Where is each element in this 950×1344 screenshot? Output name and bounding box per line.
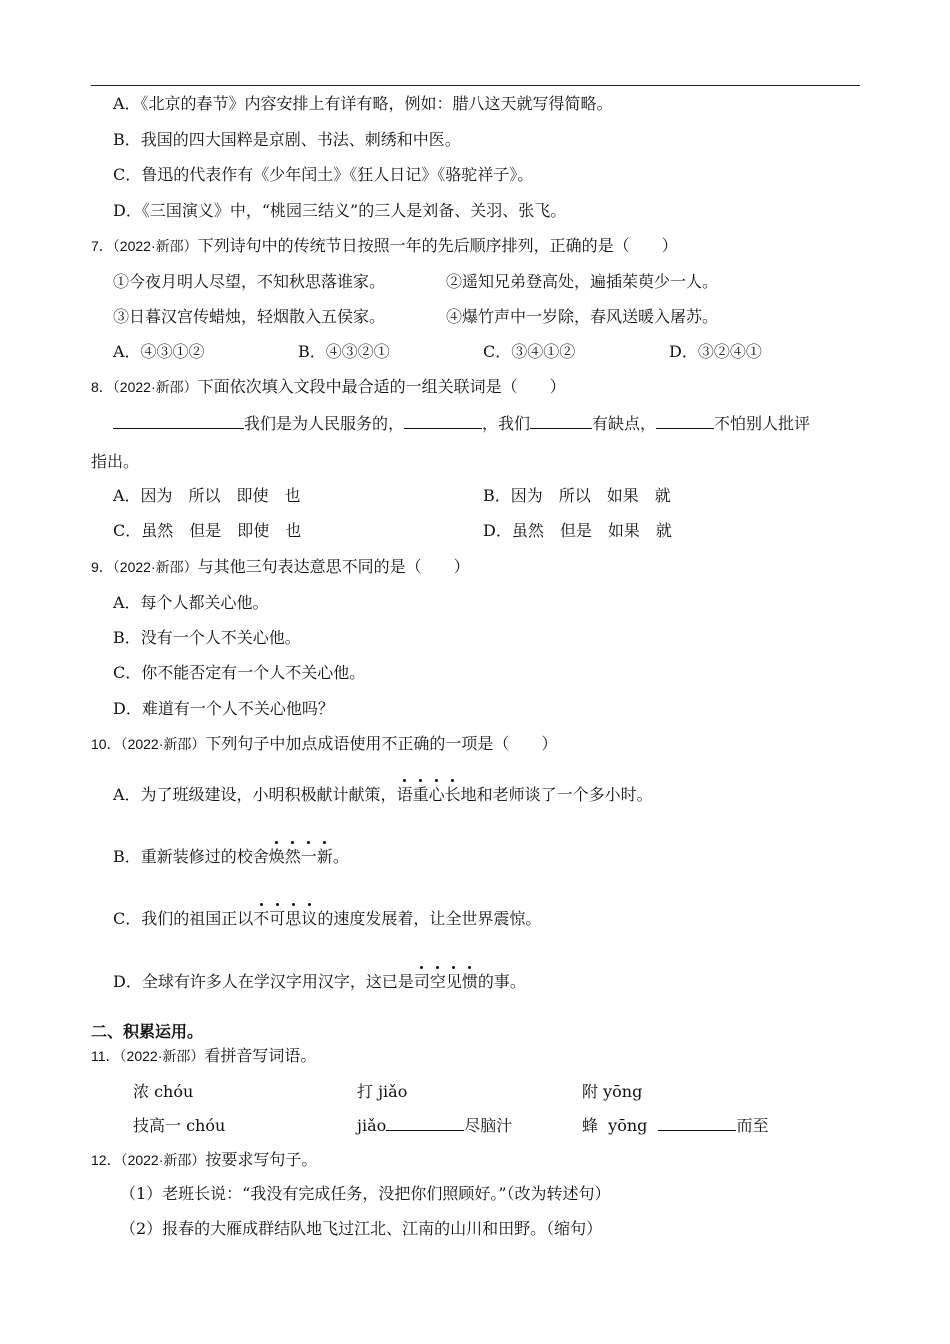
q9-stem-line	[91, 557, 470, 577]
pinyin-text: jiǎo	[357, 1116, 387, 1135]
answer-blank[interactable]	[530, 414, 592, 429]
q11-item	[582, 1116, 769, 1136]
answer-blank[interactable]	[658, 1116, 736, 1131]
q10-option-a	[113, 785, 653, 805]
q12-item-1: （1）老班长说：“我没有完成任务，没把你们照顾好。”（改为转述句）	[120, 1184, 611, 1203]
dotted-char: 惯	[461, 972, 478, 991]
question-number: 12．	[91, 1152, 121, 1168]
question-source: （2022·新邵）	[119, 1048, 205, 1064]
option-text: 地和老师谈了一个多小时。	[460, 785, 653, 804]
q7-poem-4: ④爆竹声中一岁除，春风送暖入屠苏。	[446, 307, 719, 326]
question-number: 9．	[91, 559, 113, 575]
dotted-char: 重	[412, 785, 429, 804]
question-stem: 看拼音写词语。	[204, 1046, 317, 1065]
option-text: 的事。	[477, 972, 526, 991]
question-number: 7．	[91, 238, 113, 254]
q8-option-b: B．因为 所以 如果 就	[483, 486, 671, 505]
answer-blank[interactable]	[656, 414, 714, 429]
question-source: （2022·新邵）	[112, 379, 198, 395]
q11-item: 打 jiǎo	[357, 1082, 408, 1101]
dotted-char: 一	[300, 847, 317, 866]
dotted-char: 空	[429, 972, 446, 991]
question-source: （2022·新邵）	[112, 559, 198, 575]
q6-option-c: C．鲁迅的代表作有《少年闰土》《狂人日记》《骆驼祥子》。	[113, 165, 534, 184]
q8-option-d: D．虽然 但是 如果 就	[483, 521, 672, 540]
answer-blank[interactable]	[404, 414, 482, 429]
q9-option-b: B．没有一个人不关心他。	[113, 628, 301, 647]
answer-blank[interactable]	[113, 414, 244, 429]
q11-stem-line	[91, 1046, 316, 1066]
q10-option-c	[113, 909, 541, 929]
option-text: A．为了班级建设，小明积极献计献策，	[113, 785, 397, 804]
q7-poem-3: ③日暮汉宫传蜡烛，轻烟散入五侯家。	[113, 307, 386, 326]
question-stem: 按要求写句子。	[205, 1150, 318, 1169]
q9-option-d: D．难道有一个人不关心他吗？	[113, 699, 334, 718]
dotted-char: 长	[444, 785, 461, 804]
dotted-char: 可	[269, 909, 286, 928]
q11-item: 浓 chóu	[133, 1082, 194, 1101]
passage-text: 我们是为人民服务的，	[244, 414, 405, 433]
option-text: 。	[332, 847, 349, 866]
q6-option-d: D．《三国演义》中，“桃园三结义”的三人是刘备、关羽、张飞。	[113, 201, 567, 220]
dotted-char: 焕	[268, 847, 285, 866]
q7-option-d: D．③②④①	[669, 342, 762, 361]
q7-poem-1: ①今夜月明人尽望，不知秋思落谁家。	[113, 272, 386, 291]
q9-option-c: C．你不能否定有一个人不关心他。	[113, 663, 366, 682]
q8-passage-line1	[113, 414, 810, 434]
question-number: 10．	[91, 736, 121, 752]
q9-option-a: A．每个人都关心他。	[113, 593, 269, 612]
option-text: B．重新装修过的校舍	[113, 847, 269, 866]
passage-text: 不怕别人批评	[714, 414, 811, 433]
question-stem: 下列句子中加点成语使用不正确的一项是（ ）	[205, 734, 558, 753]
section-title: 二、积累运用。	[91, 1024, 204, 1041]
question-number: 8．	[91, 379, 113, 395]
q8-option-a: A．因为 所以 即使 也	[113, 486, 301, 505]
word-suffix: 而至	[736, 1116, 769, 1135]
q11-item	[133, 1116, 225, 1136]
header-rule	[91, 85, 860, 86]
option-text: D．全球有许多人在学汉字用汉字，这已是	[113, 972, 414, 991]
q7-stem-line	[91, 236, 678, 256]
dotted-char: 心	[428, 785, 445, 804]
passage-text: 有缺点，	[592, 414, 657, 433]
question-stem: 下列诗句中的传统节日按照一年的先后顺序排列，正确的是（ ）	[197, 236, 678, 255]
q8-stem-line	[91, 377, 566, 397]
dotted-char: 司	[413, 972, 430, 991]
q7-option-a: A．④③①②	[113, 342, 205, 361]
q8-passage-line2: 指出。	[91, 452, 140, 471]
answer-blank[interactable]	[386, 1116, 464, 1131]
question-stem: 下面依次填入文段中最合适的一组关联词是（ ）	[197, 377, 566, 396]
question-stem: 与其他三句表达意思不同的是（ ）	[197, 557, 470, 576]
passage-text: ，我们	[482, 414, 531, 433]
dotted-char: 语	[396, 785, 413, 804]
dotted-char: 新	[316, 847, 333, 866]
question-source: （2022·新邵）	[112, 238, 198, 254]
dotted-char: 议	[301, 909, 318, 928]
q10-stem-line	[91, 734, 557, 754]
pinyin-text: 技高一 chóu	[133, 1116, 226, 1135]
q6-option-b: B．我国的四大国粹是京剧、书法、刺绣和中医。	[113, 130, 461, 149]
q7-option-c: C．③④①②	[483, 342, 576, 361]
q10-option-d	[113, 972, 526, 992]
dotted-char: 思	[285, 909, 302, 928]
q12-item-2: （2）报春的大雁成群结队地飞过江北、江南的山川和田野。（缩句）	[120, 1219, 603, 1238]
q7-option-b: B．④③②①	[298, 342, 390, 361]
option-text: 的速度发展着，让全世界震惊。	[317, 909, 542, 928]
question-source: （2022·新邵）	[120, 1152, 206, 1168]
q10-option-b	[113, 847, 349, 867]
q12-stem-line	[91, 1150, 317, 1170]
question-number: 11．	[91, 1048, 120, 1064]
dotted-char: 不	[253, 909, 270, 928]
q8-option-c: C．虽然 但是 即使 也	[113, 521, 302, 540]
q11-item: 附 yōng	[582, 1082, 643, 1101]
pinyin-text: 蜂 yōng	[582, 1116, 653, 1135]
q7-poem-2: ②遥知兄弟登高处，遍插茱萸少一人。	[446, 272, 719, 291]
q11-item	[357, 1116, 512, 1136]
word-suffix: 尽脑汁	[464, 1116, 513, 1135]
q6-option-a: A．《北京的春节》内容安排上有详有略，例如：腊八这天就写得简略。	[113, 94, 613, 113]
dotted-char: 见	[445, 972, 462, 991]
dotted-char: 然	[284, 847, 301, 866]
option-text: C．我们的祖国正以	[113, 909, 254, 928]
question-source: （2022·新邵）	[120, 736, 206, 752]
